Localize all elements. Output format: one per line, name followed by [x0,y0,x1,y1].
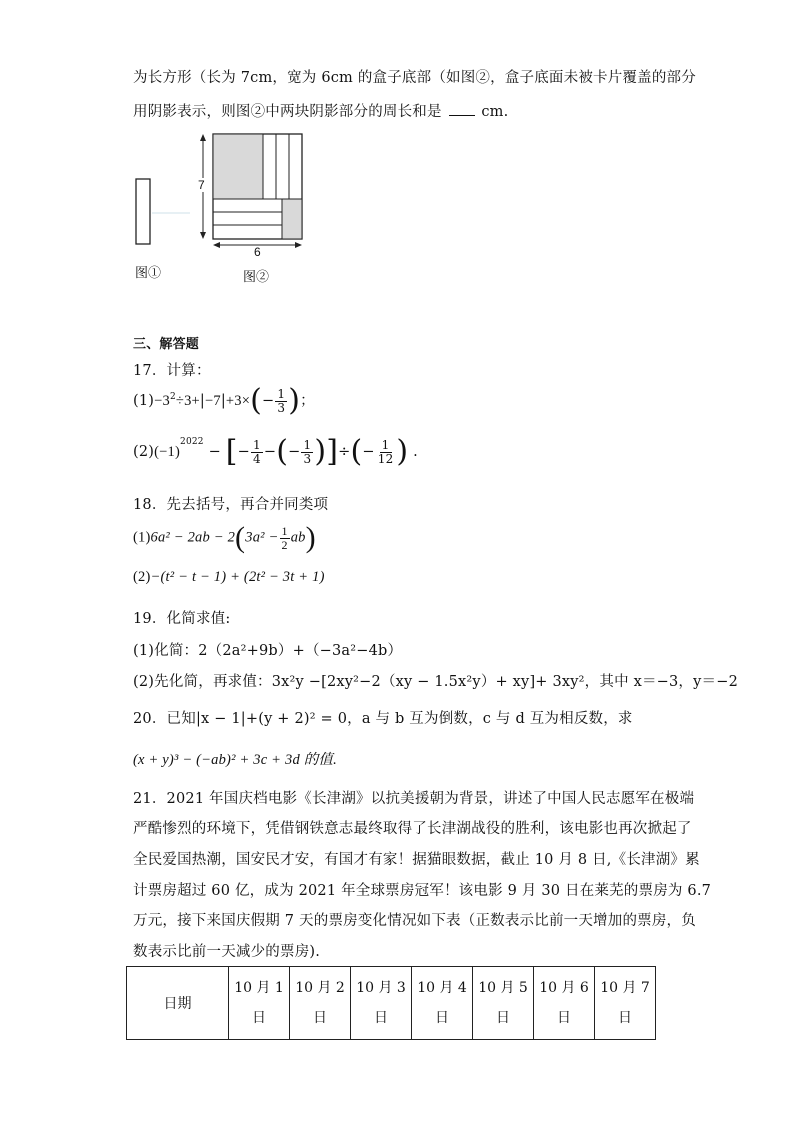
problem16-line2 [133,100,508,121]
q18-p2-text: −(t² − t − 1) + (2t² − 3t + 1) [150,569,325,585]
label-width-6: 6 [254,245,261,259]
q17-p1-frac-den: 3 [277,400,286,415]
q18-p1-inner: 3a² − [245,529,279,546]
q17-p2-prefix: (2) [133,444,155,460]
table-header-date: 日期 [127,967,229,1040]
q19-stem: 19．化简求值: [133,611,231,627]
table-cell-day: 10 月 5 日 [473,967,534,1040]
q17-part2: $(2)(-1)^{2022}$ − [− $\frac{1}{4}$ −(− $\frac{1}{3}$ )]÷(− $\frac{1}{12}$ ) . [133,434,418,469]
table-row [127,967,656,1040]
q17-p2-minus: − [208,444,221,460]
section-title: 三、解答题 [133,337,200,352]
q17-p2-base: (−1) [154,444,181,460]
q17-p1-end: ； [300,393,315,409]
answer-blank [449,103,475,116]
q21-line1: 21．2021 年国庆档电影《长津湖》以抗美援朝为背景，讲述了中国人民志愿军在极端 [133,791,695,807]
q21-line4: 计票房超过 60 亿，成为 2021 年全球票房冠军！该电影 9 月 30 日在莱芜的票房为 6.7 [133,883,712,899]
q21-line2: 严酷惨烈的环境下，凭借钢铁意志最终取得了长津湖战役的胜利，该电影也再次掀起了 [133,821,692,837]
q17-p1-b: ÷3+ [175,393,200,409]
box-office-table [126,966,656,1040]
table-cell-day: 10 月 7 日 [595,967,656,1040]
problem16-unit: cm. [481,104,509,120]
q18-p1-frac-num: 1 [281,523,288,538]
q21-line6: 数表示比前一天减少的票房). [133,944,321,960]
problem16-line1: 为长方形（长为 7cm，宽为 6cm 的盒子底部（如图②，盒子底面未被卡片覆盖的部分 [133,70,696,86]
q18-p1-tail: ab [290,529,306,546]
q19-part1: (1)化简：2（2a²+9b）+（−3a²−4b） [133,643,403,659]
q17-p1-d: +3× [225,393,251,409]
q20-line2: (x + y)³ − (−ab)² + 3c + 3d 的值. [133,752,337,768]
q17-p1-prefix: (1) [133,393,155,409]
table-cell-day: 10 月 3 日 [351,967,412,1040]
q18-part1: (1)6a² − 2ab − 2(3a² − $\frac{1}{2}$ ab) [133,521,316,554]
shaded-region-bottom-right [282,199,302,239]
figure1-card [136,179,150,244]
shaded-region-top-left [213,134,263,199]
q17-p2-end: . [413,444,418,460]
caption-figure2: 图② [243,270,270,285]
q17-p2-frac3-num: 1 [381,437,390,452]
q17-p2-frac2-den: 3 [303,451,312,466]
q20-line1: 20．已知|x − 1|+(y + 2)² = 0，a 与 b 互为倒数，c 与 d 互为相反数，求 [133,711,633,727]
q18-p2-prefix: (2) [133,569,151,585]
figure2-box [213,134,302,239]
q17-stem: 17．计算： [133,363,211,379]
q18-part2 [133,569,325,586]
q18-p1-text: 6a² − 2ab − 2 [150,529,236,546]
q17-p2-frac1-den: 4 [253,451,261,466]
q17-p2-div: ÷ [338,444,351,460]
q21-line5: 万元，接下来国庆假期 7 天的票房变化情况如下表（正数表示比前一天增加的票房，负 [133,913,696,929]
q17-p1-c: −7 [205,393,221,409]
q18-p1-prefix: (1) [133,529,151,546]
q17-p1-a: −3 [154,393,170,409]
q17-part1: $(1)-3^2\div 3+|-7|+3\times(-$ $\frac{1}{3}$ )； [133,383,315,418]
q17-p2-frac3-den: 12 [377,451,394,466]
q17-p2-exp: 2022 [180,437,204,448]
table-cell-day: 10 月 6 日 [534,967,595,1040]
q17-p2-frac2-num: 1 [303,437,312,452]
table-cell-day: 10 月 1 日 [229,967,290,1040]
q21-line3: 全民爱国热潮，国安民才安，有国才有家！据猫眼数据，截止 10 月 8 日,《长津湖》累 [133,852,700,868]
q17-p2-frac1-num: 1 [253,437,261,452]
q19-part2: (2)先化简，再求值：3x²y −[2xy²−2（xy − 1.5x²y）+ xy]+ 3xy²，其中 x＝−3，y＝−2 [133,674,738,690]
table-cell-day: 10 月 4 日 [412,967,473,1040]
q17-p1-frac-num: 1 [277,386,286,401]
label-height-7: 7 [198,178,205,192]
q18-stem: 18．先去括号，再合并同类项 [133,497,329,513]
q18-p1-frac-den: 2 [281,537,288,552]
caption-figure1: 图① [135,266,162,281]
table-cell-day: 10 月 2 日 [290,967,351,1040]
problem16-line2-text: 用阴影表示，则图②中两块阴影部分的周长和是 [133,104,442,120]
